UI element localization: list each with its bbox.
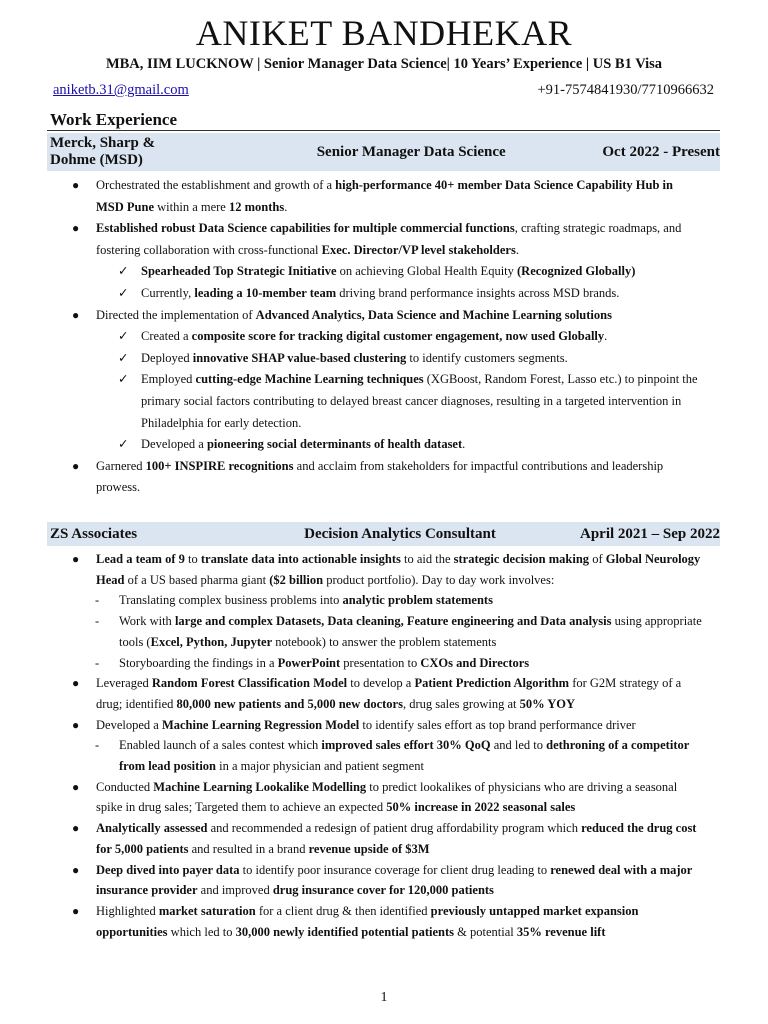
job-header-zs bbox=[47, 522, 720, 546]
job-company-line1: Merck, Sharp & bbox=[50, 135, 156, 151]
bullet-icon: ● bbox=[72, 779, 80, 794]
bullet-icon: ● bbox=[72, 903, 80, 918]
job-details-msd bbox=[0, 175, 768, 499]
dash-icon: - bbox=[95, 614, 100, 629]
dash-icon: - bbox=[95, 655, 100, 670]
list-item: ● Deep dived into payer data to identify poor insurance coverage for client drug leading to renewed deal with a major insurance provider and improved drug insurance cover for 120,000 patients bbox=[0, 860, 768, 901]
job-company: ZS Associates bbox=[50, 525, 138, 542]
bullet-icon: ● bbox=[72, 862, 80, 877]
phone-number: +91-7574841930/7710966632 bbox=[537, 82, 714, 98]
list-item: ✓ Currently, leading a 10-member team driving brand performance insights across MSD brands. bbox=[0, 283, 768, 305]
bullet-icon: ● bbox=[72, 178, 80, 192]
list-item: ✓ Employed cutting-edge Machine Learning techniques (XGBoost, Random Forest, Lasso etc.) to pinpoint the primary social factors contributing to delayed breast cancer diagnoses, resulting in a targeted intervention in Philadelphia for early detection. bbox=[0, 369, 768, 434]
section-title-work-experience: Work Experience bbox=[50, 110, 178, 129]
dash-icon: - bbox=[95, 738, 100, 753]
email-link[interactable]: aniketb.31@gmail.com bbox=[53, 82, 189, 98]
checkmark-icon: ✓ bbox=[118, 285, 129, 300]
bullet-icon: ● bbox=[72, 821, 80, 836]
job-company bbox=[50, 135, 250, 169]
checkmark-icon: ✓ bbox=[118, 372, 129, 387]
job-role: Decision Analytics Consultant bbox=[304, 525, 496, 542]
list-item: ● Established robust Data Science capabilities for multiple commercial functions, crafting strategic roadmaps, and fostering collaboration with cross-functional Exec. Director/VP level stakeholders. bbox=[0, 218, 768, 261]
bullet-icon: ● bbox=[72, 221, 80, 236]
candidate-name: ANIKET BANDHEKAR bbox=[195, 13, 573, 53]
job-company-line2: Dohme (MSD) bbox=[50, 152, 143, 168]
list-item: ● Directed the implementation of Advanced Analytics, Data Science and Machine Learning solutions bbox=[0, 305, 768, 327]
job-header-msd bbox=[47, 133, 720, 171]
checkmark-icon: ✓ bbox=[118, 264, 129, 279]
list-item: - Work with large and complex Datasets, Data cleaning, Feature engineering and Data analysis using appropriate tools (Excel, Python, Jupyter notebook) to answer the problem statements bbox=[0, 611, 768, 652]
checkmark-icon: ✓ bbox=[118, 350, 129, 365]
bullet-icon: ● bbox=[72, 676, 80, 691]
list-item: ● Leveraged Random Forest Classification Model to develop a Patient Prediction Algorithm for G2M strategy of a drug; identified 80,000 new patients and 5,000 new doctors, drug sales growing at 50% YOY bbox=[0, 673, 768, 714]
job-details-zs bbox=[0, 549, 768, 942]
bullet-icon: ● bbox=[72, 552, 80, 566]
dash-icon: - bbox=[95, 593, 100, 608]
list-item: - Translating complex business problems into analytic problem statements bbox=[0, 590, 768, 611]
job-dates: Oct 2022 - Present bbox=[602, 143, 720, 160]
page-number: 1 bbox=[380, 990, 388, 1005]
job-role: Senior Manager Data Science bbox=[316, 143, 506, 160]
checkmark-icon: ✓ bbox=[118, 437, 129, 452]
list-item: ✓ Deployed innovative SHAP value-based clustering to identify customers segments. bbox=[0, 348, 768, 370]
list-item: ● Highlighted market saturation for a client drug & then identified previously untapped market expansion opportunities which led to 30,000 newly identified potential patients & potential 35% revenue lift bbox=[0, 901, 768, 942]
list-item: ● Orchestrated the establishment and growth of a high-performance 40+ member Data Science Capability Hub in MSD Pune within a mere 12 months. bbox=[0, 175, 768, 218]
candidate-subtitle: MBA, IIM LUCKNOW | Senior Manager Data Science| 10 Years’ Experience | US B1 Visa bbox=[105, 56, 663, 72]
list-item: ✓ Created a composite score for tracking digital customer engagement, now used Globally. bbox=[0, 326, 768, 348]
list-item: ● Lead a team of 9 to translate data into actionable insights to aid the strategic decision making of Global Neurology Head of a US based pharma giant ($2 billion product portfolio). Day to day work involves: bbox=[0, 549, 768, 590]
list-item: ✓ Developed a pioneering social determinants of health dataset. bbox=[0, 434, 768, 456]
list-item: ✓ Spearheaded Top Strategic Initiative on achieving Global Health Equity (Recognized Globally) bbox=[0, 261, 768, 283]
list-item: ● Garnered 100+ INSPIRE recognitions and acclaim from stakeholders for impactful contributions and leadership prowess. bbox=[0, 456, 768, 499]
list-item: ● Analytically assessed and recommended a redesign of patient drug affordability program which reduced the drug cost for 5,000 patients and resulted in a brand revenue upside of $3M bbox=[0, 818, 768, 859]
bullet-icon: ● bbox=[72, 458, 80, 473]
list-item: - Enabled launch of a sales contest which improved sales effort 30% QoQ and led to dethroning of a competitor from lead position in a major physician and patient segment bbox=[0, 735, 768, 776]
bullet-icon: ● bbox=[72, 717, 80, 732]
list-item: - Storyboarding the findings in a PowerPoint presentation to CXOs and Directors bbox=[0, 653, 768, 674]
section-divider bbox=[47, 130, 720, 131]
job-dates: April 2021 – Sep 2022 bbox=[579, 525, 720, 542]
list-item: ● Developed a Machine Learning Regression Model to identify sales effort as top brand performance driver bbox=[0, 715, 768, 736]
checkmark-icon: ✓ bbox=[118, 329, 129, 344]
list-item: ● Conducted Machine Learning Lookalike Modelling to predict lookalikes of physicians who are driving a seasonal spike in drug sales; Targeted them to achieve an expected 50% increase in 2022 seasonal sales bbox=[0, 777, 768, 818]
bullet-icon: ● bbox=[72, 307, 80, 322]
